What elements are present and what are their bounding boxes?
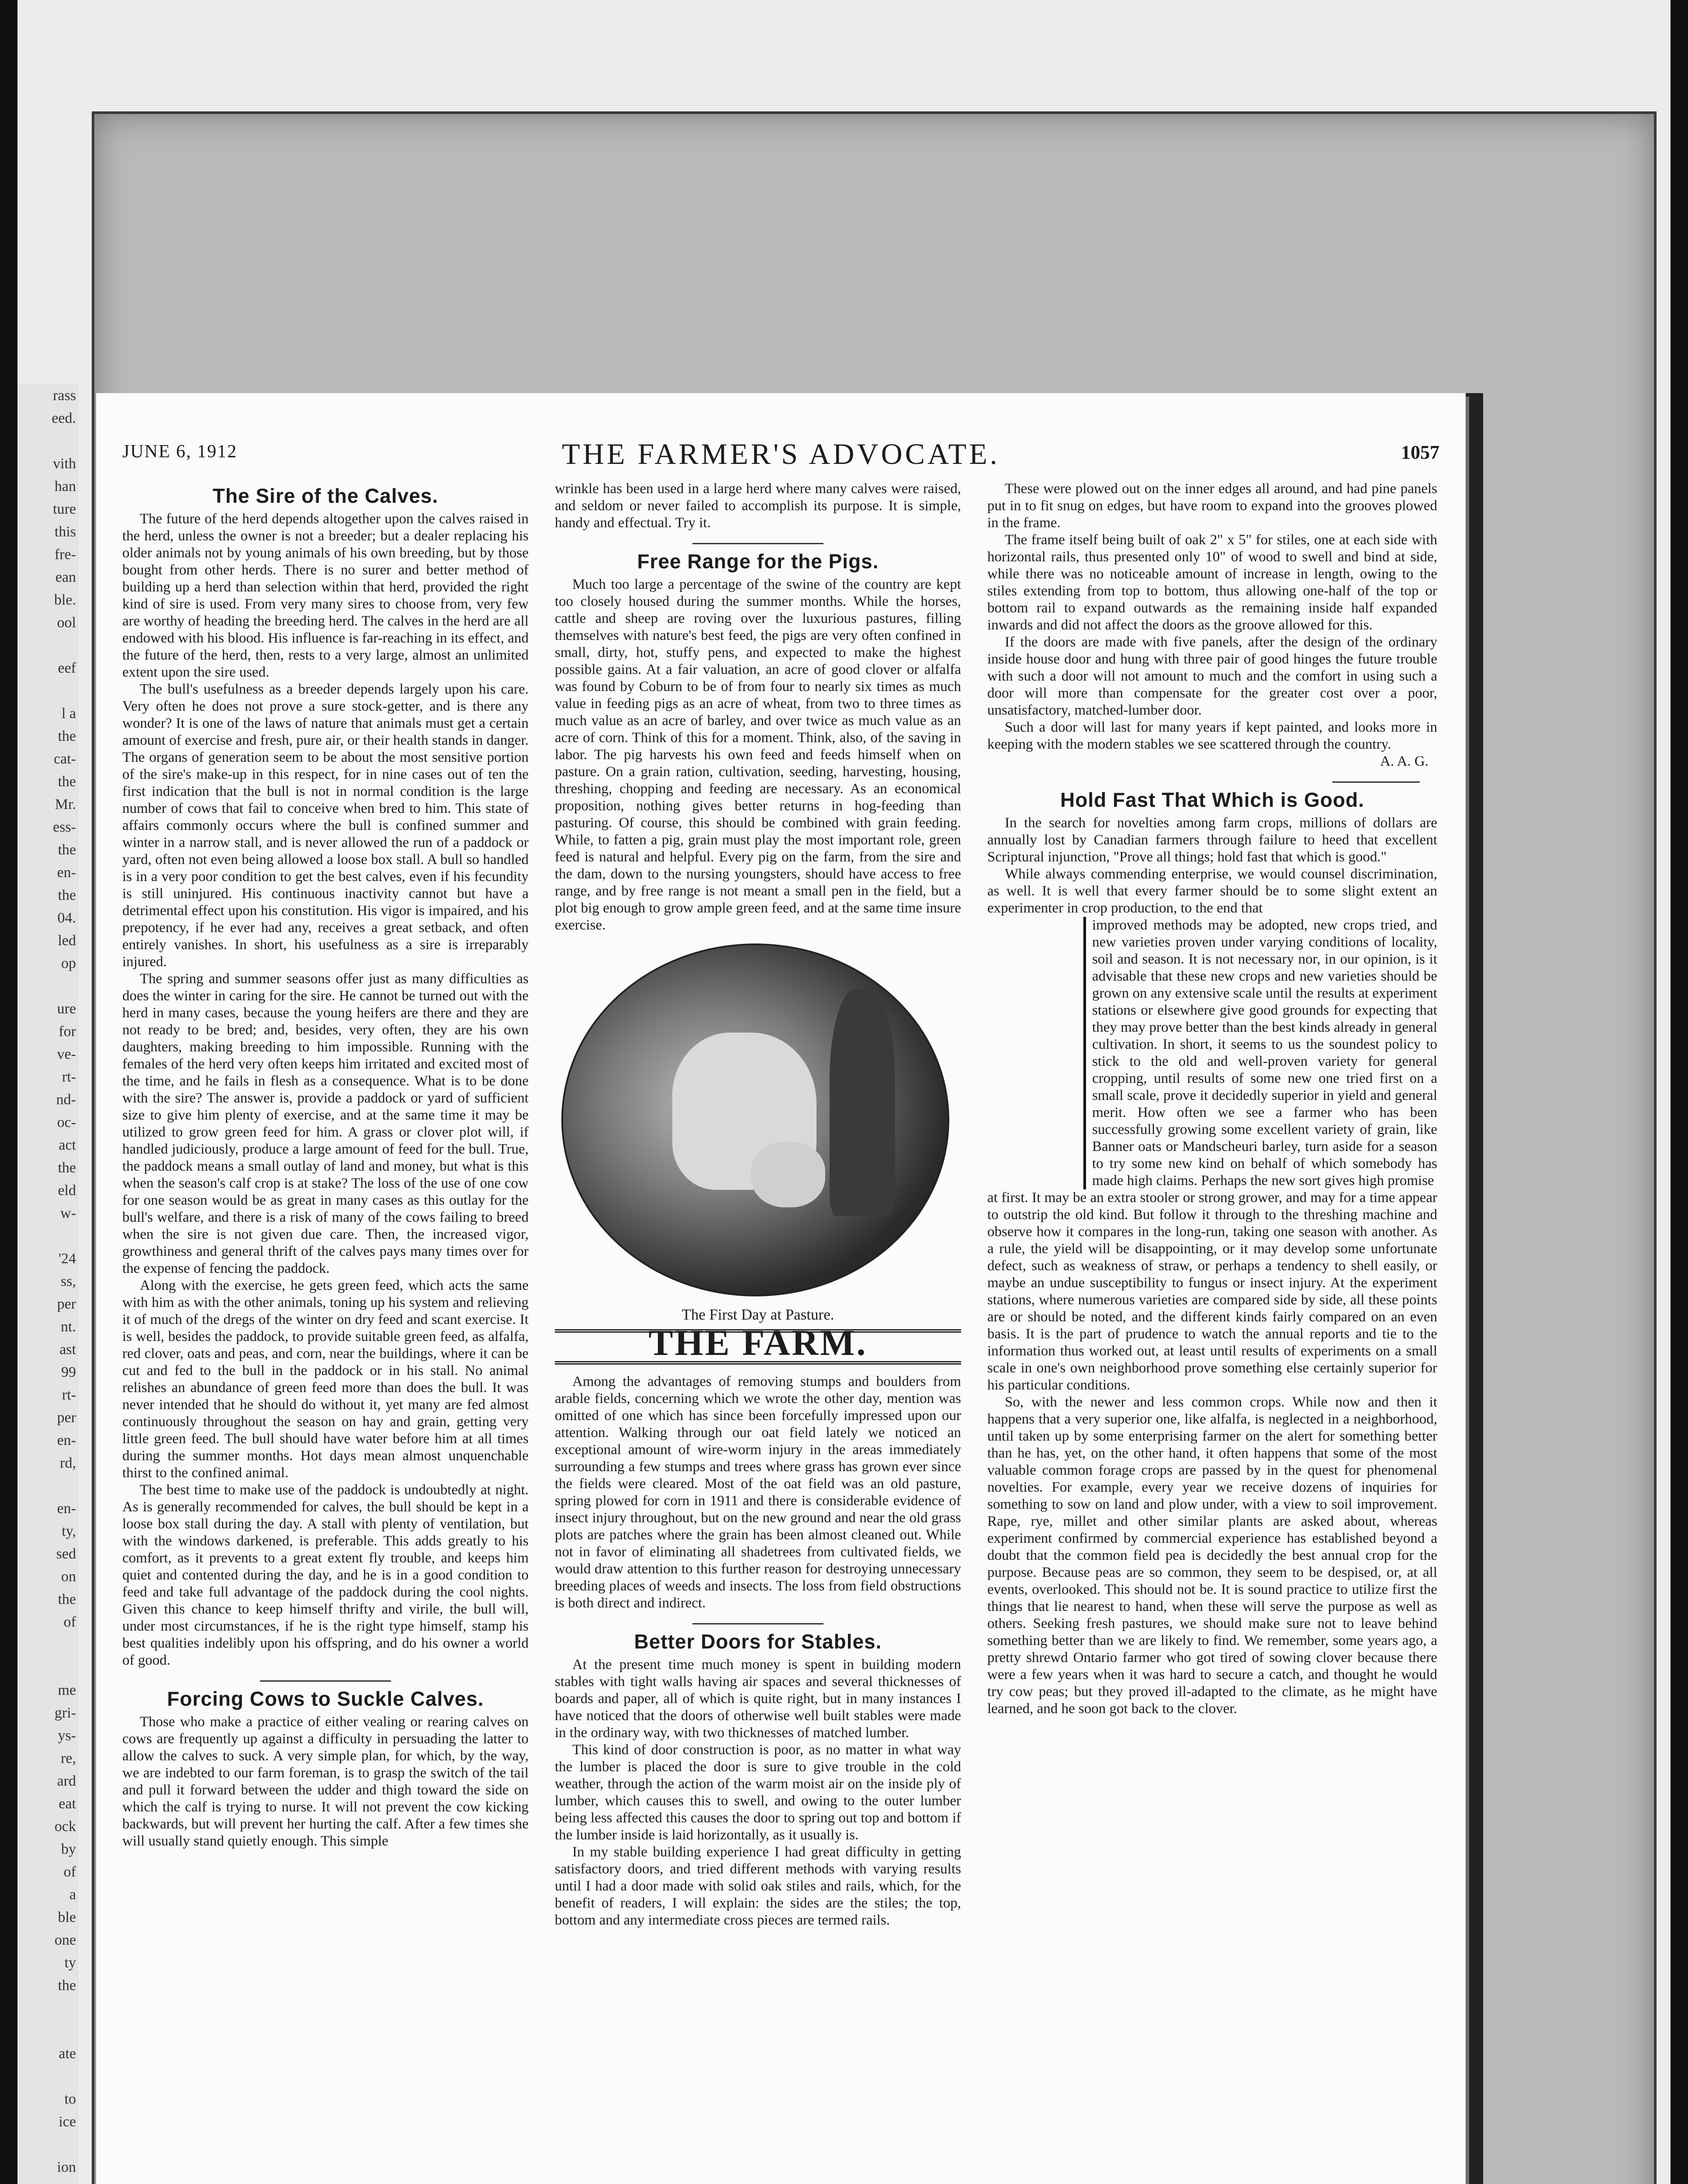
margin-fragment: ty, bbox=[62, 1523, 76, 1539]
paragraph: The future of the herd depends altogether upon the calves raised in the herd, unless the owner is not a breeder; but a dealer replacing his older animals not by young animals of his own breeding, but by those bought from other herds. There is no surer and better method of building up a herd than selection within that herd, provided the right kind of sire is used. From very many sires to choose from, very few are worthy of heading the breeding herd. The calves in the herd are all endowed with his blood. His influence is far-reaching in its effect, and the future of the herd, then, rests to a very large, almost an unlimited extent upon the sire used. bbox=[122, 511, 529, 680]
margin-fragment bbox=[17, 1634, 79, 1656]
margin-fragment: of bbox=[63, 1864, 76, 1880]
margin-fragment: on bbox=[61, 1569, 76, 1585]
person-figure bbox=[830, 989, 895, 1216]
margin-fragment bbox=[17, 430, 79, 453]
page-header bbox=[96, 437, 1466, 476]
paragraph: This kind of door construction is poor, as no matter in what way the lumber is placed the door is sure to give trouble in the cold weather, through the action of the warm moist air on the inside ply of lumber, which causes this to swell, and owing to the outer lumber being less affected this causes the door to spring out top and bottom if the lumber inside is laid horizontally, as it usually is. bbox=[555, 1742, 961, 1843]
paragraph: If the doors are made with five panels, after the design of the ordinary inside house door and hung with three pair of good hinges the future trouble with such a door will not amount to much and the comfort in using such a door will more than compensate for the greater cost over a poor, unsatisfactory, matched-lumber door. bbox=[987, 634, 1437, 718]
issue-date: JUNE 6, 1912 bbox=[122, 442, 238, 462]
margin-fragment: led bbox=[58, 933, 76, 949]
divider bbox=[1332, 781, 1420, 783]
margin-fragment: nt. bbox=[61, 1319, 76, 1335]
paragraph: So, with the newer and less common crops. While now and then it happens that a very superior one, like alfalfa, is neglected in a neighborhood, until taken up by some enterprising farmer on the alert for something better than he has, yet, on the other hand, it often happens that some of the most valuable common forage crops are passed by in the quest for phenomenal novelties. For example, every year we receive dozens of inquiries for something to sow on land and plow under, with a view to soil improvement. Rape, rye, millet and other similar plants are asked about, whereas experiment confirmed by commercial experience has established beyond a doubt that the common field pea is decidedly the best annual crop for the purpose. Because peas are so common, they seem to be despised, or, at all events, overlooked. This should not be. It is sound practice to utilize first the things that lie nearest to hand, when these will serve the purpose as well as others. Seeking fresh pastures, we should make sure not to leave behind something better than we are likely to find. We remember, some years ago, a pretty shrewd Ontario farmer who got tired of sowing clover because there were a few years when it was hard to secure a catch, and thought he would try cow peas; but they proved ill-adapted to the climate, as he might have learned, and he soon got back to the clover. bbox=[987, 1394, 1437, 1717]
margin-fragment: han bbox=[54, 478, 76, 494]
margin-fragment: l a bbox=[61, 705, 76, 722]
paragraph: Among the advantages of removing stumps and boulders from arable fields, concerning which we wrote the other day, mention was omitted of one which has since been forcefully impressed upon our attention. Walking through our oat field lately we noticed an exceptional amount of wire-worm injury in the areas immediately surrounding a few stumps and trees where grass has grown ever since the fields were cleared. Most of the oat field was an old pasture, spring plowed for corn in 1911 and there is considerable evidence of insect injury throughout, but on the new ground and near the old grass plots are patches where the grain has been almost cleaned out. While not in favor of eliminating all shadetrees from cultivated fields, we would draw attention to this further reason for destroying unnecessary breeding places of weeds and insects. The loss from field obstructions is both direct and indirect. bbox=[555, 1374, 961, 1611]
article-title-hold-fast: Hold Fast That Which is Good. bbox=[1060, 788, 1364, 811]
margin-fragment: a bbox=[69, 1887, 76, 1903]
article-title-doors: Better Doors for Stables. bbox=[634, 1630, 882, 1653]
divider bbox=[260, 1680, 391, 1682]
margin-fragment: ean bbox=[55, 569, 76, 585]
margin-fragment: gri- bbox=[54, 1705, 76, 1721]
photo-caption: The First Day at Pasture. bbox=[681, 1306, 834, 1323]
article-title-sire: The Sire of the Calves. bbox=[212, 484, 439, 507]
margin-fragment: per bbox=[57, 1296, 76, 1312]
masthead-title: THE FARMER'S ADVOCATE. bbox=[562, 437, 1000, 470]
margin-fragment: ard bbox=[57, 1773, 76, 1789]
margin-fragment: nd- bbox=[56, 1092, 76, 1108]
oval-photograph bbox=[561, 943, 949, 1296]
margin-fragment: eef bbox=[58, 660, 76, 676]
margin-fragment: to bbox=[64, 2091, 76, 2107]
margin-fragment bbox=[17, 680, 79, 702]
margin-fragment: ure bbox=[57, 1001, 76, 1017]
column-2 bbox=[555, 480, 961, 1929]
inset-text: improved methods may be adopted, new crops tried, and new varieties proven under varying conditions of locality, soil and season. It is not necessary nor, in our opinion, is it advisable that these new crops and new varieties should be grown on any extensive scale until the results at experiment stations or elsewhere give good grounds for expecting that they may prove better than the best kinds already in general cultivation. In short, it seems to us the soundest policy to stick to the old and well-proven variety for general cropping, until results of some new one tried first on a small scale, prove it decidedly superior in yield and general merit. How often we see a farmer who has been successfully growing some excellent variety of grain, like Banner oats or Mandscheuri barley, turn aside for a season to try some new kind on behalf of which somebody has made high claims. Perhaps the new sort gives high promise bbox=[1092, 917, 1437, 1189]
margin-fragment: ion bbox=[57, 2159, 76, 2175]
margin-fragment: by bbox=[61, 1841, 76, 1857]
margin-fragment: sed bbox=[56, 1546, 76, 1562]
margin-fragment: vith bbox=[53, 456, 76, 472]
margin-fragment: en- bbox=[57, 1432, 76, 1448]
paragraph: In my stable building experience I had great difficulty in getting satisfactory doors, and tried different methods with varying results until I had a door made with solid oak stiles and rails, which, for the benefit of readers, I will explain: the sides are the stiles; the top, bottom and any intermediate cross pieces are termed rails. bbox=[555, 1844, 961, 1928]
margin-fragment: 99 bbox=[61, 1364, 76, 1380]
article-body-sire bbox=[122, 511, 529, 1669]
margin-fragment: cat- bbox=[54, 751, 76, 767]
margin-fragment: this bbox=[54, 524, 76, 540]
margin-fragment: ool bbox=[57, 615, 76, 631]
margin-fragment: ate bbox=[59, 2046, 76, 2062]
newspaper-page bbox=[96, 393, 1466, 2184]
margin-fragment bbox=[17, 1225, 79, 1248]
previous-page-edge bbox=[17, 384, 79, 2184]
margin-fragment: ve- bbox=[57, 1046, 76, 1062]
paragraph: Such a door will last for many years if kept painted, and looks more in keeping with the modern stables we see scattered through the country. bbox=[987, 719, 1437, 752]
margin-fragment bbox=[17, 1475, 79, 1497]
margin-fragment: re, bbox=[61, 1750, 76, 1766]
vertical-rule bbox=[1083, 917, 1086, 1189]
margin-fragment bbox=[17, 975, 79, 998]
column-1 bbox=[122, 480, 529, 1850]
margin-fragment: the bbox=[58, 774, 76, 790]
paragraph: Much too large a percentage of the swine of the country are kept too closely housed during the summer months. While the horses, cattle and sheep are roving over the luxurious pastures, filling themselves with nature's best feed, the pigs are very often confined in small, dirty, hot, stuffy pens, and expected to make the highest possible gains. At a fair valuation, an acre of good clover or alfalfa was found by Coburn to be of from four to nearly six times as much value in feeding pigs as an acre of wheat, from two to three times as much value as an acre of barley, and over twice as much value as an acre of corn. Think of this for a moment. Think, also, of the saving in labor. The pig harvests his own feed and feeds himself when on pasture. On a grain ration, cultivation, seeding, harvesting, housing, threshing, chopping and feeding are necessary. As an economical proposition, nothing gives better returns in hog-feeding than pasturing. Of course, this should be combined with grain feeding. While, to fatten a pig, grain must play the most important role, green feed is natural and helpful. Every pig on the farm, from the sire and the dam, down to the nursing youngsters, should have access to free range, and by free range is not meant a small pen in the field, but a plot big enough to grow ample green feed, and at the same time insure exercise. bbox=[555, 577, 961, 933]
paragraph: The frame itself being built of oak 2" x 5" for stiles, one at each side with horizontal rails, thus presented only 10" of wood to swell and bind at side, while there was no noticeable amount of increase in length, owing to the stiles extending from top to bottom, thus allowing one-half of the top or bottom rail to expand outwards as the remaining inside half expanded inwards and did not affect the doors as the groove allowed for this. bbox=[987, 532, 1437, 633]
margin-fragment: Mr. bbox=[55, 796, 76, 812]
margin-fragment bbox=[17, 1656, 79, 1679]
page-shadow bbox=[1466, 393, 1483, 2184]
margin-fragment: the bbox=[58, 887, 76, 903]
margin-fragment: rt- bbox=[62, 1069, 76, 1085]
divider bbox=[692, 1623, 823, 1624]
margin-fragment: ble bbox=[58, 1909, 76, 1925]
paragraph: Along with the exercise, he gets green feed, which acts the same with him as with the other animals, toning up his system and relieving it of much of the dregs of the winter on dry feed and scant exercise. It is well, besides the paddock, to provide suitable green feed, as alfalfa, red clover, oats and peas, and corn, near the buildings, where it can be cut and fed to the bull in the paddock or in his stall. No animal relishes an abundance of green feed more than does the bull. It was never intended that he should do without it, yet many are fed almost continuously throughout the season on hay and grain, getting very little green feed. The bull should have water before him at all times during the summer months. Hot days mean almost unquenchable thirst to the confined animal. bbox=[122, 1278, 529, 1481]
margin-fragment bbox=[17, 1997, 79, 2020]
margin-fragment: eed. bbox=[52, 410, 76, 426]
margin-fragment bbox=[17, 2020, 79, 2042]
margin-fragment: rd, bbox=[60, 1455, 76, 1471]
margin-fragment: ock bbox=[54, 1818, 76, 1835]
paragraph: In the search for novelties among farm crops, millions of dollars are annually lost by Canadian farmers through failure to heed that excellent Scriptural injunction, "Prove all things; hold fast that which is good." bbox=[987, 815, 1437, 865]
margin-fragment: the bbox=[58, 728, 76, 744]
margin-fragment: per bbox=[57, 1410, 76, 1426]
section-banner-title: THE FARM. bbox=[648, 1323, 868, 1363]
margin-fragment: ble. bbox=[54, 592, 76, 608]
margin-fragment: ys- bbox=[58, 1728, 76, 1744]
margin-fragment: ice bbox=[59, 2114, 76, 2130]
margin-fragment: eld bbox=[58, 1182, 76, 1199]
margin-fragment: the bbox=[58, 842, 76, 858]
margin-fragment: en- bbox=[57, 864, 76, 881]
margin-fragment: oc- bbox=[57, 1114, 76, 1130]
margin-fragment: op bbox=[61, 955, 76, 971]
margin-fragment bbox=[17, 2179, 79, 2184]
margin-fragment: 04. bbox=[57, 910, 76, 926]
margin-fragment: the bbox=[58, 1591, 76, 1607]
section-banner bbox=[555, 1323, 961, 1365]
paragraph: While always commending enterprise, we would counsel discrimination, as well. It is well that every farmer should be to some slight extent an experimenter in crop production, to the end that bbox=[987, 866, 1437, 916]
margin-fragment: one bbox=[54, 1932, 76, 1948]
paragraph: The bull's usefulness as a breeder depends largely upon his care. Very often he does not prove a sure stock-getter, and is there any wonder? It is one of the laws of nature that animals must get a certain amount of exercise and fresh, pure air, or their health stands in danger. The organs of generation seem to be about the most sensitive portion of the sire's make-up in this respect, for in nine cases out of ten the first indication that the bull is not in normal condition is the large number of cows that fail to conceive when bred to him. This state of affairs commonly occurs where the bull is confined summer and winter in a narrow stall, and is never allowed the run of a paddock or yard, often not even being allowed a loose box stall. A bull so handled is in a very poor condition to get the best calves, even if his fecundity is still uninjured. His continuous inactivity cannot but have a detrimental effect upon his constitution. His vigor is impaired, and his prepotency, if he ever had any, receives a great setback, and often entirely vanishes. In short, his usefulness as a sire is irreparably injured. bbox=[122, 681, 529, 970]
margin-fragment: of bbox=[63, 1614, 76, 1630]
paragraph: The best time to make use of the paddock is undoubtedly at night. As is generally recommended for calves, the bull should be kept in a loose box stall during the day. A stall with plenty of ventilation, but with the windows darkened, is preferable. This adds greatly to his comfort, as it prevents to a great extent fly trouble, and keeps him quiet and contented during the day, and he is in a good condition to feed and take full advantage of the paddock during the cool nights. Given this chance to keep himself thrifty and virile, the bull will, under most circumstances, if he is the right type himself, stamp his best qualities indelibly upon his offspring, and do his owner a world of good. bbox=[122, 1482, 529, 1668]
margin-fragment: ss, bbox=[61, 1273, 76, 1289]
pasture-photo-icon bbox=[561, 943, 955, 1302]
article-title-pigs: Free Range for the Pigs. bbox=[637, 550, 879, 573]
margin-fragment: for bbox=[59, 1023, 76, 1040]
margin-fragment: me bbox=[58, 1682, 76, 1698]
divider bbox=[692, 543, 823, 544]
margin-fragment: rass bbox=[53, 387, 76, 404]
article-title-forcing: Forcing Cows to Suckle Calves. bbox=[167, 1687, 484, 1710]
margin-fragment: eat bbox=[59, 1796, 76, 1812]
margin-fragment bbox=[17, 634, 79, 657]
article-body-forcing bbox=[122, 1714, 529, 1850]
paragraph-continued: wrinkle has been used in a large herd where many calves were raised, and seldom or never failed to accomplish its purpose. It is simple, handy and effectual. Try it. bbox=[555, 481, 961, 531]
paragraph: at first. It may be an extra stooler or strong grower, and may for a time appear to outstrip the old kind. But follow it through to the threshing machine and observe how it compares in the long-run, taking one season with another. As a rule, the yield will be disappointing, or it may develop some unfortunate defect, such as weakness of straw, or perhaps a tendency to shell easily, or maybe an undue susceptibility to fungus or insect injury. At the experiment stations, where numerous varieties are compared side by side, all these points are or should be noted, and the different kinds fairly compared on an even basis. It is the part of prudence to watch the annual reports and tie to the information thus worked out, at least until results of experiments on a small scale in one's own neighborhood prove something else certainly superior for his particular conditions. bbox=[987, 1190, 1437, 1393]
margin-fragment: fre- bbox=[54, 546, 76, 563]
margin-fragment: ess- bbox=[53, 819, 76, 835]
margin-fragment: the bbox=[58, 1977, 76, 1994]
margin-fragment: ast bbox=[59, 1341, 76, 1358]
margin-fragment: ty bbox=[64, 1955, 76, 1971]
margin-fragment bbox=[17, 2065, 79, 2088]
margin-fragment: ture bbox=[53, 501, 76, 517]
margin-fragment bbox=[17, 2133, 79, 2156]
calf-figure bbox=[751, 1142, 825, 1207]
margin-fragment: rt- bbox=[62, 1387, 76, 1403]
inset-block bbox=[987, 917, 1437, 1189]
margin-fragment: w- bbox=[60, 1205, 76, 1221]
margin-fragment: act bbox=[59, 1137, 76, 1153]
margin-fragment: the bbox=[58, 1160, 76, 1176]
author-signature: A. A. G. bbox=[1380, 753, 1429, 769]
paragraph: At the present time much money is spent in building modern stables with tight walls having air spaces and several thicknesses of boards and paper, all of which is quite right, but in many instances I have noticed that the doors of otherwise well built stables were made in the ordinary way, with two thicknesses of matched lumber. bbox=[555, 1657, 961, 1741]
page-number: 1057 bbox=[1401, 442, 1439, 463]
column-3 bbox=[987, 480, 1437, 1717]
paragraph: Those who make a practice of either vealing or rearing calves on cows are frequently up against a difficulty in persuading the latter to allow the calves to suck. A very simple plan, for which, by the way, we are indebted to our farm foreman, is to grasp the switch of the tail and pull it forward between the udder and thigh toward the side on which the calf is trying to nurse. It will not prevent the cow kicking backwards, but will prevent her hurting the calf. After a few times she will usually stand quietly enough. This simple bbox=[122, 1714, 529, 1849]
paragraph: The spring and summer seasons offer just as many difficulties as does the winter in caring for the sire. He cannot be turned out with the herd in many cases, because the young heifers are there and they are not ready to be bred; and, besides, very often, they are his own daughters, making breeding to him impossible. Running with the females of the herd very often keeps him irritated and excited most of the time, and he fails in flesh as a consequence. What is to be done with the sire? The answer is, provide a paddock or yard of sufficient size to give him plenty of exercise, and at the same time it may be utilized to grow green feed for him. A grass or clover plot will, if handled judiciously, produce a large amount of feed for the bull. True, the paddock means a small outlay of land and money, but what is this when the season's calf crop is at stake? The loss of the use of one cow for one season would be as great in many cases as this outlay for the bull's welfare, and there is a risk of many of the cows failing to breed when the sire is not given due care. Then, the increased vigor, growthiness and general thrift of the calves pays many times over for the expense of fencing the paddock. bbox=[122, 971, 529, 1276]
paragraph: These were plowed out on the inner edges all around, and had pine panels put in to fit snug on edges, but have room to expand into the grooves plowed in the frame. bbox=[987, 481, 1437, 531]
margin-fragment: '24 bbox=[58, 1251, 76, 1267]
inset-gap bbox=[987, 917, 1083, 1189]
margin-fragment: en- bbox=[57, 1500, 76, 1517]
